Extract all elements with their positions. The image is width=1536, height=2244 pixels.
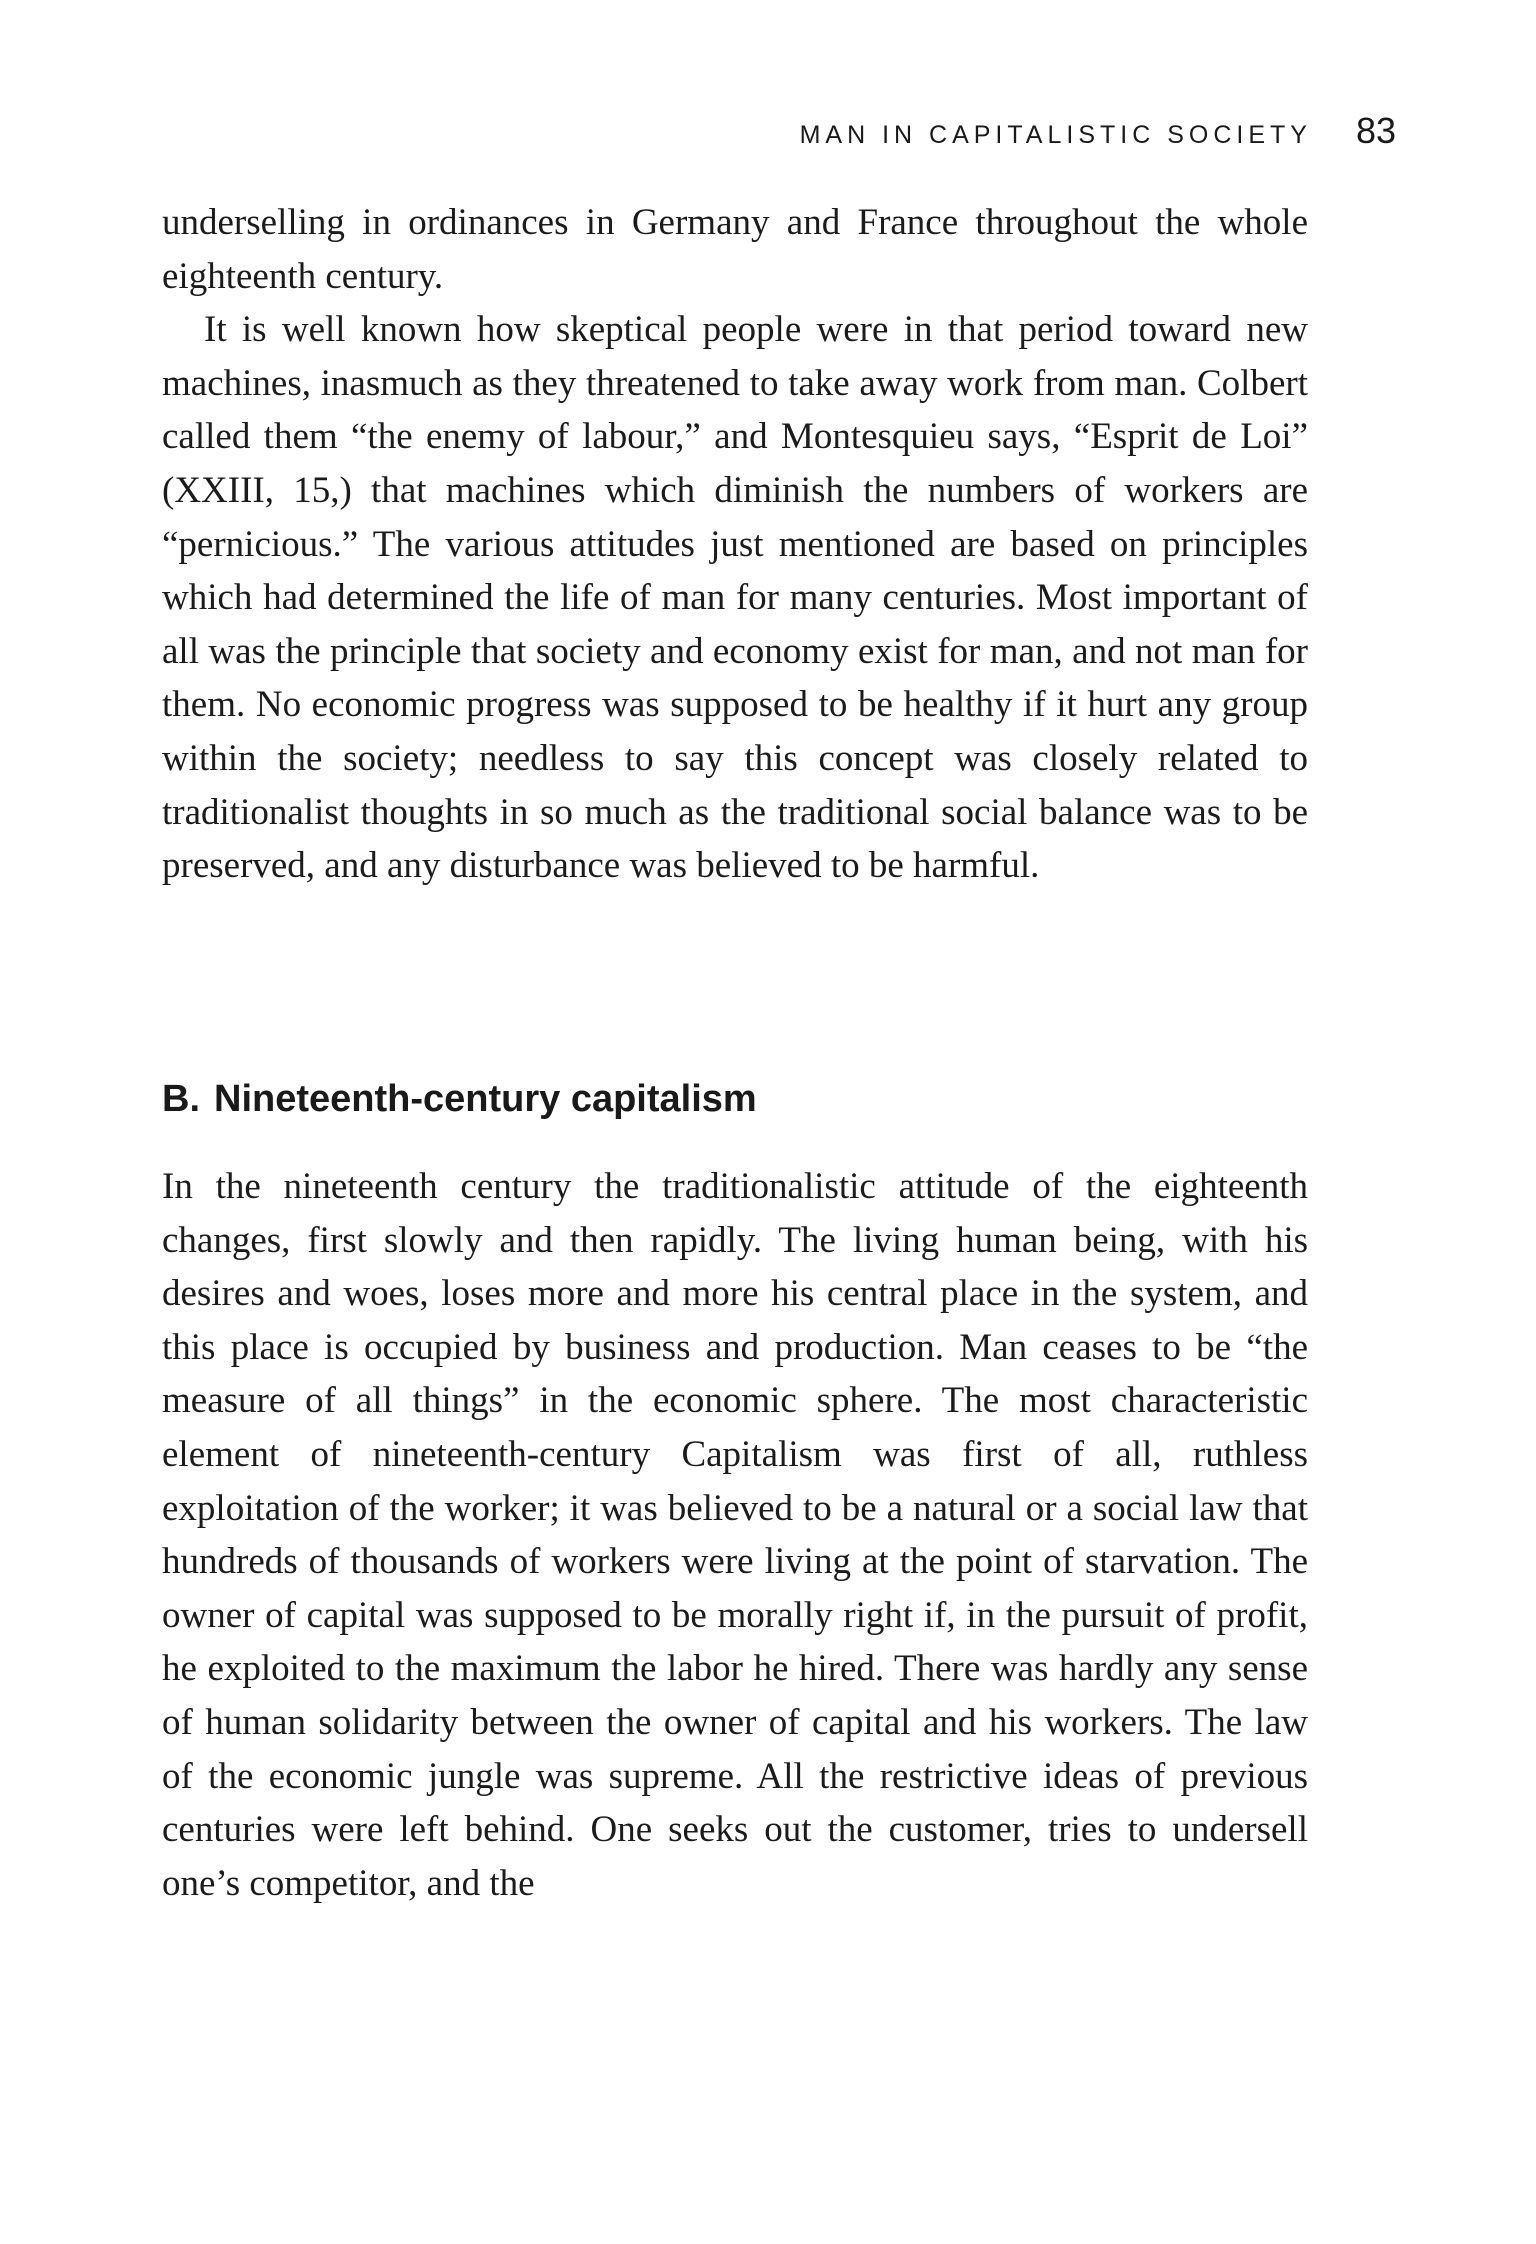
section-title: Nineteenth-century capitalism xyxy=(214,1078,757,1120)
body-text-top xyxy=(162,196,1308,893)
body-text-section-b xyxy=(162,1160,1308,1910)
page-number: 83 xyxy=(1355,110,1396,151)
paragraph-machines: It is well known how skeptical people were in that period toward new machines, inasmuch as they threatened to take away work from man. Colbert called them “the enemy of labour,” and Montesquieu says, “Esprit de Loi” (XXIII, 15,) that machines which diminish the numbers of workers are “pernicious.” The various attitudes just mentioned are based on principles which had determined the life of man for many centuries. Most important of all was the principle that society and economy exist for man, and not man for them. No economic progress was supposed to be healthy if it hurt any group within the society; needless to say this concept was closely related to traditionalist thoughts in so much as the traditional social balance was to be preserved, and any disturbance was believed to be harmful. xyxy=(162,309,1308,887)
paragraph-nineteenth-century: In the nineteenth century the traditionalistic attitude of the eighteenth changes, first slowly and then rapidly. The living human being, with his desires and woes, loses more and more his central place in the system, and this place is occupied by business and production. Man ceases to be “the measure of all things” in the economic sphere. The most characteristic element of nineteenth-century Capitalism was first of all, ruthless exploitation of the worker; it was believed to be a natural or a social law that hundreds of thousands of workers were living at the point of starvation. The owner of capital was supposed to be morally right if, in the pursuit of profit, he exploited to the maximum the labor he hired. There was hardly any sense of human solidarity between the owner of capital and his workers. The law of the economic jungle was supreme. All the restrictive ideas of previous centuries were left behind. One seeks out the customer, tries to undersell one’s competitor, and the xyxy=(162,1166,1308,1904)
paragraph-continued: underselling in ordinances in Germany and France throughout the whole eighteenth century. xyxy=(162,202,1308,297)
running-header xyxy=(800,110,1396,152)
section-label: B. xyxy=(162,1078,200,1120)
running-title: MAN IN CAPITALISTIC SOCIETY xyxy=(799,121,1312,149)
section-heading xyxy=(162,1078,757,1121)
